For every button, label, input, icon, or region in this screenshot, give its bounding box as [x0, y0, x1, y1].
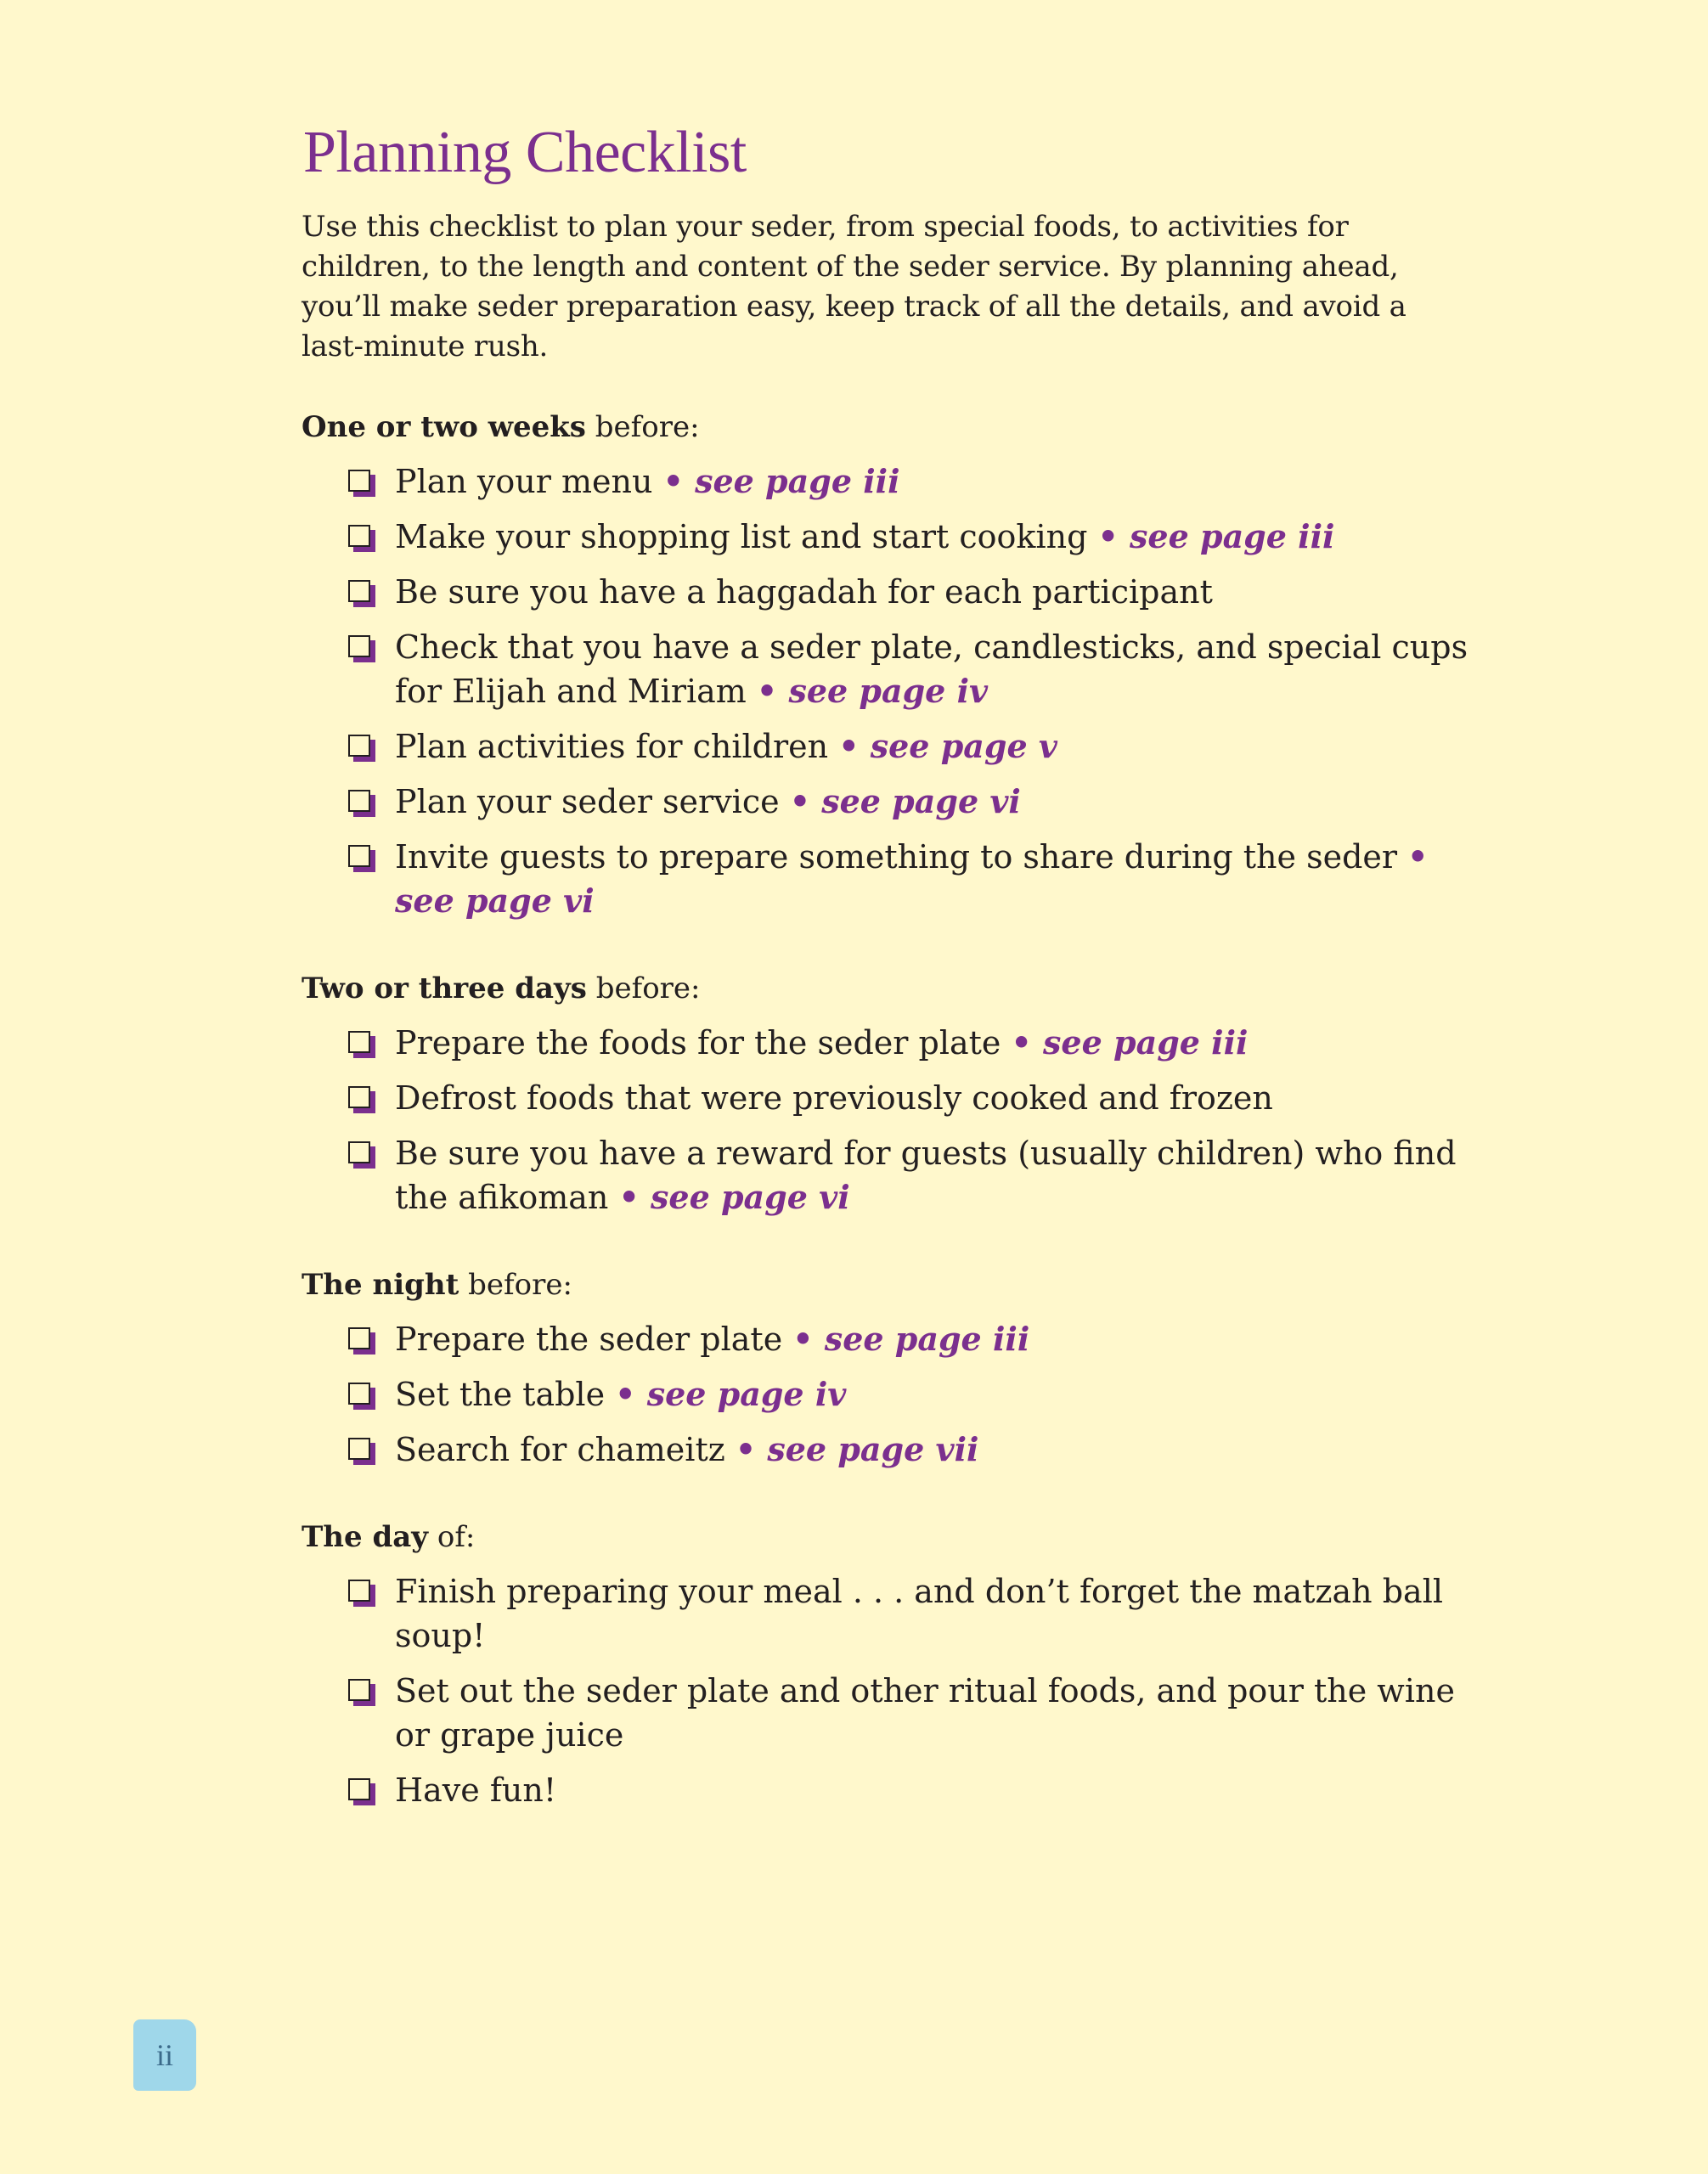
checklist-item	[348, 780, 1474, 824]
page-reference: • see page vi	[618, 1178, 850, 1216]
checkbox-icon	[348, 1778, 370, 1800]
section-heading-rest: before:	[586, 972, 701, 1005]
checklist-item-text: Check that you have a seder plate, candlesticks, and special cups for Elijah and Miriam	[395, 628, 1468, 710]
checkbox-icon	[348, 1327, 370, 1349]
page-reference: • see page vii	[735, 1430, 979, 1468]
checkbox[interactable]	[348, 1317, 377, 1361]
page-reference: • see page iii	[662, 462, 900, 500]
page-reference: • see page v	[838, 727, 1057, 765]
checkbox[interactable]	[348, 724, 377, 769]
checkbox-icon	[348, 1086, 370, 1108]
checklist-section	[302, 1518, 1474, 1812]
checklist-section	[302, 1265, 1474, 1472]
section-heading-rest: of:	[428, 1520, 476, 1554]
checkbox-icon	[348, 1580, 370, 1602]
section-heading-bold: The day	[302, 1520, 429, 1554]
checklist-item	[348, 1768, 1474, 1812]
checklist-item	[348, 835, 1474, 923]
checkbox[interactable]	[348, 1131, 377, 1175]
checklist-item	[348, 1131, 1474, 1219]
checklist-item	[348, 625, 1474, 713]
checklist	[302, 1569, 1474, 1812]
checkbox[interactable]	[348, 1428, 377, 1472]
checklist-item	[348, 724, 1474, 769]
checkbox-icon	[348, 790, 370, 812]
page-reference: • see page iii	[1097, 517, 1335, 555]
checklist-item	[348, 1669, 1474, 1757]
page-title: Planning Checklist	[303, 120, 747, 185]
checkbox-icon	[348, 525, 370, 547]
checkbox[interactable]	[348, 1768, 377, 1812]
checklist-item-text: Set the table	[395, 1376, 606, 1413]
checklist-item-text: Have fun!	[395, 1771, 557, 1809]
checkbox[interactable]	[348, 1021, 377, 1065]
checklist-item-text: Be sure you have a haggadah for each participant	[395, 573, 1213, 611]
page-reference: • see page iv	[756, 672, 989, 710]
checkbox-icon	[348, 580, 370, 602]
checkbox-icon	[348, 470, 370, 492]
page-reference: • see page iii	[792, 1320, 1030, 1358]
section-heading	[302, 1265, 1474, 1305]
page-reference: • see page iv	[615, 1375, 847, 1413]
checklist-item-text: Prepare the seder plate	[395, 1321, 783, 1358]
checklist-item-text: Set out the seder plate and other ritual foods, and pour the wine or grape juice	[395, 1672, 1455, 1754]
checklist-sections	[302, 408, 1474, 1812]
section-heading-bold: One or two weeks	[302, 410, 586, 444]
checklist-item	[348, 570, 1474, 614]
checkbox[interactable]	[348, 780, 377, 824]
section-heading-rest: before:	[585, 410, 700, 444]
checkbox[interactable]	[348, 1569, 377, 1614]
checkbox[interactable]	[348, 459, 377, 504]
checklist-item-text: Plan activities for children	[395, 728, 829, 765]
checklist	[302, 1317, 1474, 1472]
section-heading-bold: The night	[302, 1268, 459, 1302]
checklist-item	[348, 1569, 1474, 1658]
page-number-badge	[133, 2019, 196, 2091]
checklist-item	[348, 1317, 1474, 1361]
checklist-item	[348, 1021, 1474, 1065]
checklist-section	[302, 969, 1474, 1219]
checkbox-icon	[348, 1141, 370, 1163]
checklist-item-text: Make your shopping list and start cooking	[395, 518, 1088, 555]
checklist-page	[302, 119, 1474, 1858]
checkbox[interactable]	[348, 625, 377, 669]
checkbox-icon	[348, 735, 370, 757]
checklist-item-text: Search for chameitz	[395, 1431, 725, 1468]
checklist-item-text: Prepare the foods for the seder plate	[395, 1024, 1001, 1062]
checkbox[interactable]	[348, 1669, 377, 1713]
section-heading-rest: before:	[459, 1268, 572, 1302]
page-number: ii	[155, 2038, 173, 2072]
checklist	[302, 1021, 1474, 1219]
checkbox-icon	[348, 845, 370, 867]
checklist-item	[348, 515, 1474, 559]
checklist-item-text: Plan your menu	[395, 463, 653, 500]
checkbox-icon	[348, 1031, 370, 1053]
section-heading	[302, 1518, 1474, 1557]
checklist-item-text: Plan your seder service	[395, 783, 780, 820]
checklist-section	[302, 408, 1474, 923]
checklist-item	[348, 459, 1474, 504]
section-heading	[302, 408, 1474, 448]
checkbox[interactable]	[348, 570, 377, 614]
checklist-item	[348, 1372, 1474, 1416]
section-heading-bold: Two or three days	[302, 972, 587, 1005]
section-heading	[302, 969, 1474, 1009]
checklist-item-text: Be sure you have a reward for guests (usually children) who find the afikoman	[395, 1135, 1457, 1216]
checkbox-icon	[348, 1679, 370, 1701]
checklist-item	[348, 1428, 1474, 1472]
page-reference: • see page vi	[395, 837, 1429, 920]
checklist-item-text: Defrost foods that were previously cooked and frozen	[395, 1079, 1273, 1117]
checkbox[interactable]	[348, 835, 377, 879]
checklist-item-text: Finish preparing your meal . . . and don’t forget the matzah ball soup!	[395, 1573, 1443, 1654]
intro-paragraph: Use this checklist to plan your seder, from special foods, to activities for children, to the length and content of the seder service. By planning ahead, you’ll make seder preparation easy, keep track of all the details, and avoid a last-minute rush.	[302, 210, 1406, 363]
checklist	[302, 459, 1474, 923]
checkbox[interactable]	[348, 515, 377, 559]
page-reference: • see page iii	[1011, 1023, 1249, 1062]
checkbox-icon	[348, 635, 370, 657]
checkbox[interactable]	[348, 1372, 377, 1416]
checkbox-icon	[348, 1438, 370, 1460]
checklist-item-text: Invite guests to prepare something to share during the seder	[395, 838, 1398, 876]
checklist-item	[348, 1076, 1474, 1120]
checkbox[interactable]	[348, 1076, 377, 1120]
checkbox-icon	[348, 1383, 370, 1405]
page-reference: • see page vi	[789, 782, 1021, 820]
